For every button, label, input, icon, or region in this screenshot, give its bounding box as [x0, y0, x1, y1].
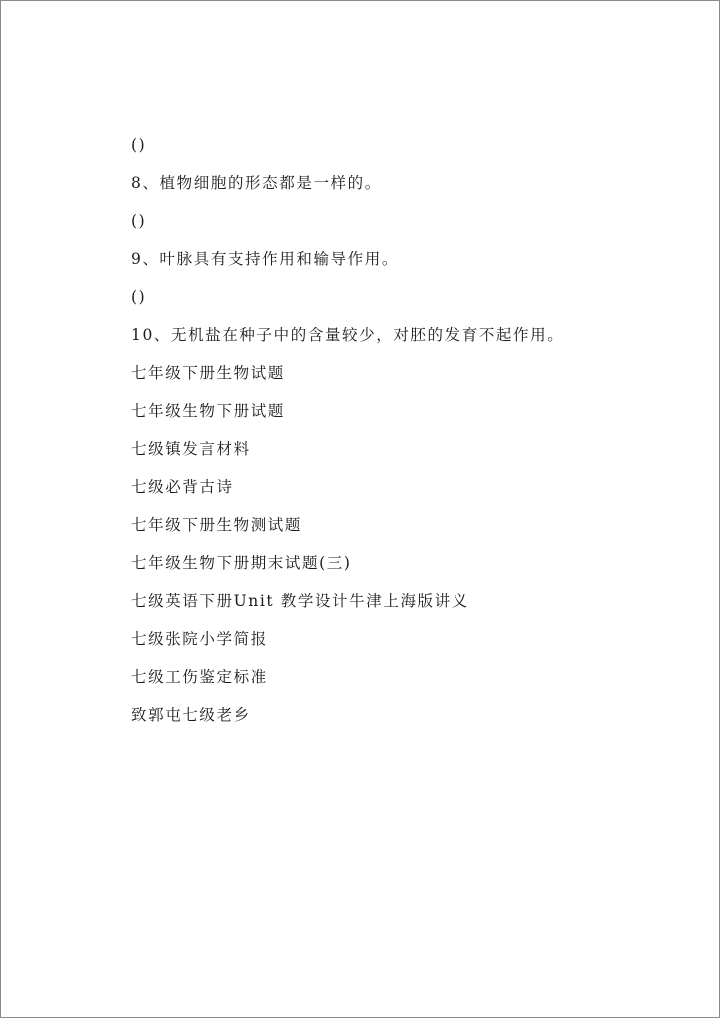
related-title: 七年级生物下册期末试题(三)	[131, 554, 352, 572]
question-9: 9、叶脉具有支持作用和输导作用。	[131, 250, 399, 268]
related-title: 七级必背古诗	[131, 478, 234, 496]
related-title: 七级张院小学简报	[131, 630, 268, 648]
related-title: 七年级生物下册试题	[131, 402, 285, 420]
question-8: 8、植物细胞的形态都是一样的。	[131, 174, 382, 192]
document-body	[131, 131, 671, 739]
related-title: 七年级下册生物测试题	[131, 516, 303, 534]
related-title: 七级镇发言材料	[131, 440, 251, 458]
related-title: 七级英语下册Unit 教学设计牛津上海版讲义	[131, 592, 469, 610]
answer-blank: ()	[131, 212, 147, 230]
question-10: 10、无机盐在种子中的含量较少，对胚的发育不起作用。	[131, 326, 565, 344]
related-title: 七级工伤鉴定标准	[131, 668, 268, 686]
answer-blank: ()	[131, 136, 147, 154]
related-title: 致郭屯七级老乡	[131, 706, 251, 724]
related-title: 七年级下册生物试题	[131, 364, 285, 382]
answer-blank: ()	[131, 288, 147, 306]
